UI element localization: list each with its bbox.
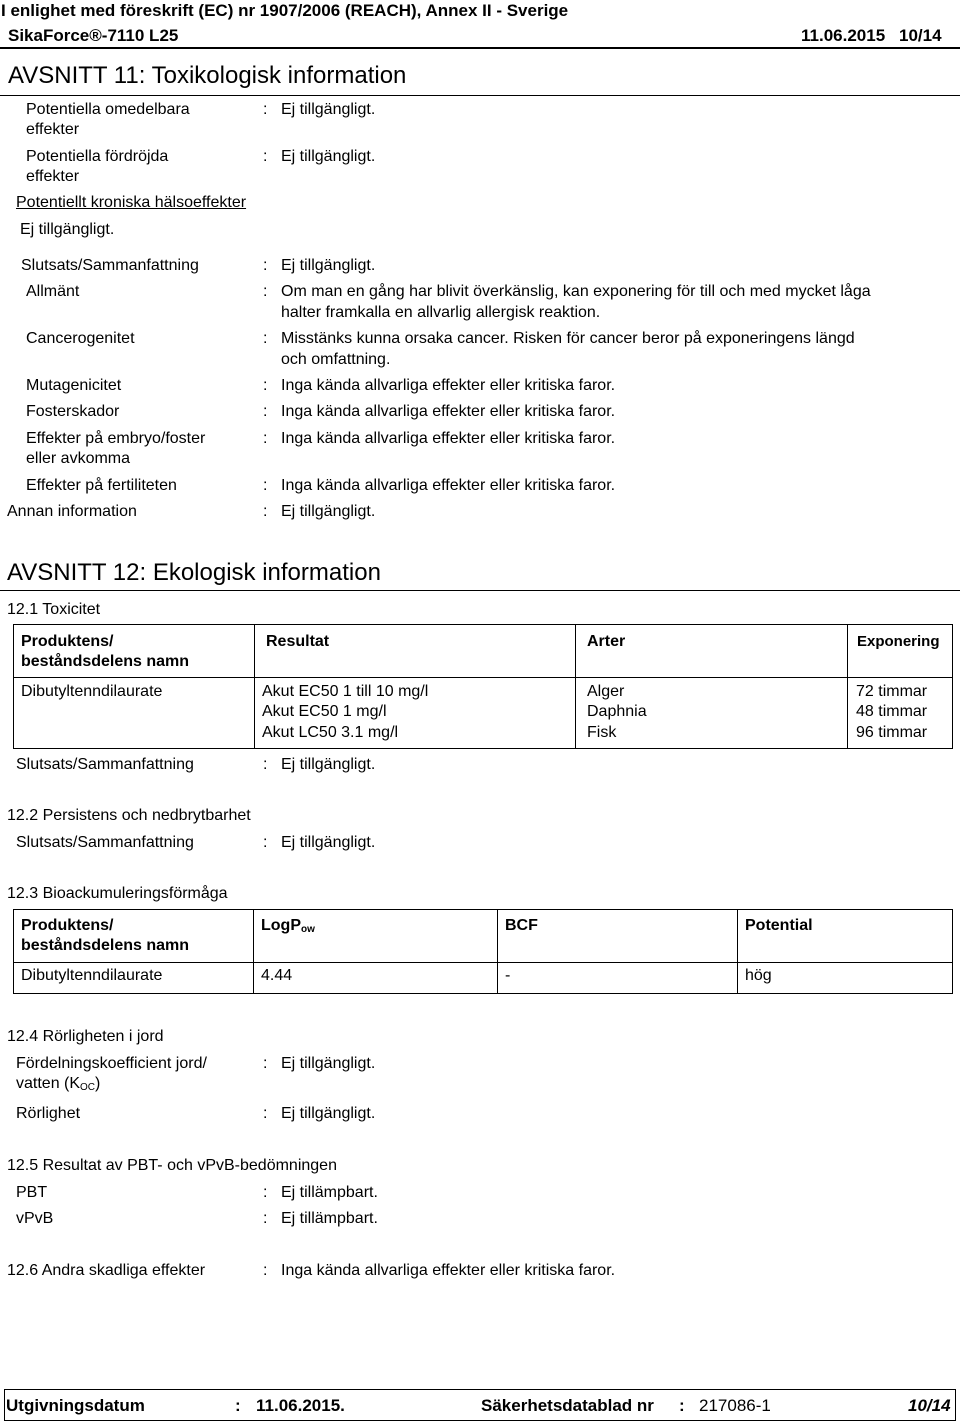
document-header bbox=[0, 0, 960, 48]
header-date: 11.06.2015 bbox=[801, 26, 886, 45]
tox-row-fertility-value: Inga kända allvarliga effekter eller kritiska faror. bbox=[281, 477, 616, 494]
bioaccumulation-col-divider bbox=[497, 909, 498, 994]
bioaccumulation-row-bcf: - bbox=[505, 967, 511, 984]
toxicity-summary-value: Ej tillgängligt. bbox=[281, 756, 376, 773]
colon: : bbox=[263, 834, 268, 851]
colon: : bbox=[263, 403, 268, 420]
other-effects-heading: 12.6 Andra skadliga effekter bbox=[7, 1262, 206, 1279]
koc-label: Fördelningskoefficient jord/ bbox=[16, 1055, 207, 1072]
pbt-heading: 12.5 Resultat av PBT- och vPvB-bedömningen bbox=[7, 1157, 337, 1174]
toxicity-header-name: Produktens/ bbox=[21, 633, 114, 650]
colon: : bbox=[263, 330, 268, 347]
sds-number-value: 217086-1 bbox=[699, 1396, 771, 1415]
toxicity-exposure: 72 timmar bbox=[856, 683, 928, 700]
tox-row-teratogenicity-value: Inga kända allvarliga effekter eller kritiska faror. bbox=[281, 403, 616, 420]
colon: : bbox=[263, 503, 268, 520]
toxicity-col-divider bbox=[847, 624, 848, 749]
tox-row-other-value: Ej tillgängligt. bbox=[281, 503, 376, 520]
tox-row-general-label: Allmänt bbox=[26, 283, 80, 300]
tox-row-carcinogenicity-label: Cancerogenitet bbox=[26, 330, 135, 347]
sds-number-label: Säkerhetsdatablad nr bbox=[481, 1396, 654, 1415]
immediate-effects-value: Ej tillgängligt. bbox=[281, 101, 376, 118]
colon: : bbox=[263, 1210, 268, 1227]
tox-row-other-label: Annan information bbox=[7, 503, 137, 520]
regulation-title: I enlighet med föreskrift (EC) nr 1907/2006 (REACH), Annex II - Sverige bbox=[1, 1, 569, 20]
bioaccumulation-col-divider bbox=[737, 909, 738, 994]
tox-row-general-value: Om man en gång har blivit överkänslig, kan exponering för till och med mycket låga bbox=[281, 283, 871, 300]
tox-row-mutagenicity-label: Mutagenicitet bbox=[26, 377, 122, 394]
logp-subscript: ow bbox=[301, 924, 315, 935]
other-effects-value: Inga kända allvarliga effekter eller kritiska faror. bbox=[281, 1262, 616, 1279]
header-divider bbox=[0, 47, 960, 49]
section-11-title: AVSNITT 11: Toxikologisk information bbox=[8, 62, 407, 89]
bioaccumulation-header-name-line2: beståndsdelens namn bbox=[21, 937, 190, 954]
koc-label-end: ) bbox=[95, 1075, 101, 1092]
pbt-label: PBT bbox=[16, 1184, 48, 1201]
colon: : bbox=[263, 430, 268, 447]
koc-value: Ej tillgängligt. bbox=[281, 1055, 376, 1072]
bioaccumulation-row-name: Dibutyltenndilaurate bbox=[21, 967, 163, 984]
header-page-number: 10/14 bbox=[899, 26, 942, 45]
toxicity-row-name: Dibutyltenndilaurate bbox=[21, 683, 163, 700]
bioaccumulation-header-name: Produktens/ bbox=[21, 917, 114, 934]
bioaccumulation-header-logp bbox=[261, 916, 315, 940]
colon: : bbox=[263, 101, 268, 118]
colon: : bbox=[263, 1055, 268, 1072]
mobility-heading: 12.4 Rörligheten i jord bbox=[7, 1028, 164, 1045]
product-name: SikaForce®-7110 L25 bbox=[8, 26, 179, 45]
delayed-effects-value: Ej tillgängligt. bbox=[281, 148, 376, 165]
bioaccumulation-header-bcf: BCF bbox=[505, 917, 538, 934]
toxicity-result: Akut EC50 1 mg/l bbox=[262, 703, 387, 720]
section-12-rule bbox=[0, 590, 960, 591]
colon: : bbox=[263, 377, 268, 394]
koc-subscript: OC bbox=[80, 1082, 96, 1093]
vpvb-label: vPvB bbox=[16, 1210, 54, 1227]
colon: : bbox=[263, 477, 268, 494]
toxicity-header-result: Resultat bbox=[266, 633, 330, 650]
colon: : bbox=[263, 257, 268, 274]
tox-row-mutagenicity-value: Inga kända allvarliga effekter eller kritiska faror. bbox=[281, 377, 616, 394]
tox-row-teratogenicity-label: Fosterskador bbox=[26, 403, 120, 420]
colon: : bbox=[263, 756, 268, 773]
koc-label-text: vatten (K bbox=[16, 1075, 81, 1092]
koc-label-line2 bbox=[16, 1074, 100, 1098]
tox-row-carcinogenicity-value-line2: och omfattning. bbox=[281, 351, 391, 368]
issue-date-value: 11.06.2015. bbox=[256, 1396, 345, 1415]
tox-row-summary-value: Ej tillgängligt. bbox=[281, 257, 376, 274]
toxicity-header-exposure: Exponering bbox=[857, 633, 940, 650]
bioaccumulation-row-potential: hög bbox=[745, 967, 772, 984]
persistence-heading: 12.2 Persistens och nedbrytbarhet bbox=[7, 807, 251, 824]
toxicity-col-divider bbox=[575, 624, 576, 749]
toxicity-heading: 12.1 Toxicitet bbox=[7, 601, 101, 618]
toxicity-result: Akut EC50 1 till 10 mg/l bbox=[262, 683, 429, 700]
pbt-value: Ej tillämpbart. bbox=[281, 1184, 378, 1201]
mobility-label: Rörlighet bbox=[16, 1105, 81, 1122]
bioaccumulation-heading: 12.3 Bioackumuleringsförmåga bbox=[7, 885, 228, 902]
toxicity-result: Akut LC50 3.1 mg/l bbox=[262, 724, 399, 741]
logp-text: LogP bbox=[261, 917, 301, 934]
immediate-effects-label: Potentiella omedelbara effekter bbox=[26, 101, 190, 138]
colon: : bbox=[679, 1396, 685, 1415]
persistence-summary-label: Slutsats/Sammanfattning bbox=[16, 834, 194, 851]
toxicity-species: Alger bbox=[587, 683, 625, 700]
section-11-rule bbox=[0, 95, 960, 96]
colon: : bbox=[263, 1262, 268, 1279]
tox-row-general-value-line2: halter framkalla en allvarlig allergisk reaktion. bbox=[281, 304, 601, 321]
colon: : bbox=[263, 1184, 268, 1201]
mobility-value: Ej tillgängligt. bbox=[281, 1105, 376, 1122]
chronic-effects-heading: Potentiellt kroniska hälsoeffekter bbox=[16, 194, 247, 211]
tox-row-carcinogenicity-value: Misstänks kunna orsaka cancer. Risken för cancer beror på exponeringens längd bbox=[281, 330, 855, 347]
toxicity-table-header-rule bbox=[13, 677, 953, 678]
bioaccumulation-table-header-rule bbox=[13, 962, 953, 963]
tox-row-developmental-value: Inga kända allvarliga effekter eller kritiska faror. bbox=[281, 430, 616, 447]
colon: : bbox=[263, 1105, 268, 1122]
toxicity-header-name-line2: beståndsdelens namn bbox=[21, 653, 190, 670]
toxicity-species: Daphnia bbox=[587, 703, 647, 720]
tox-row-fertility-label: Effekter på fertiliteten bbox=[26, 477, 177, 494]
issue-date-label: Utgivningsdatum bbox=[6, 1396, 145, 1415]
bioaccumulation-col-divider bbox=[253, 909, 254, 994]
toxicity-header-species: Arter bbox=[587, 633, 626, 650]
toxicity-summary-label: Slutsats/Sammanfattning bbox=[16, 756, 194, 773]
delayed-effects-label: Potentiella fördröjda effekter bbox=[26, 148, 169, 185]
toxicity-exposure: 48 timmar bbox=[856, 703, 928, 720]
colon: : bbox=[263, 148, 268, 165]
persistence-summary-value: Ej tillgängligt. bbox=[281, 834, 376, 851]
toxicity-col-divider bbox=[254, 624, 255, 749]
vpvb-value: Ej tillämpbart. bbox=[281, 1210, 378, 1227]
chronic-effects-value: Ej tillgängligt. bbox=[20, 221, 115, 238]
tox-row-developmental-label-line2: eller avkomma bbox=[26, 450, 131, 467]
section-12-title: AVSNITT 12: Ekologisk information bbox=[7, 559, 381, 586]
tox-row-developmental-label: Effekter på embryo/foster bbox=[26, 430, 206, 447]
bioaccumulation-row-logp: 4.44 bbox=[261, 967, 293, 984]
bioaccumulation-header-potential: Potential bbox=[745, 917, 813, 934]
document-footer bbox=[4, 1389, 956, 1421]
toxicity-species: Fisk bbox=[587, 724, 617, 741]
colon: : bbox=[263, 283, 268, 300]
tox-row-summary-label: Slutsats/Sammanfattning bbox=[21, 257, 199, 274]
colon: : bbox=[235, 1396, 241, 1415]
footer-page-number: 10/14 bbox=[908, 1396, 951, 1415]
toxicity-exposure: 96 timmar bbox=[856, 724, 928, 741]
